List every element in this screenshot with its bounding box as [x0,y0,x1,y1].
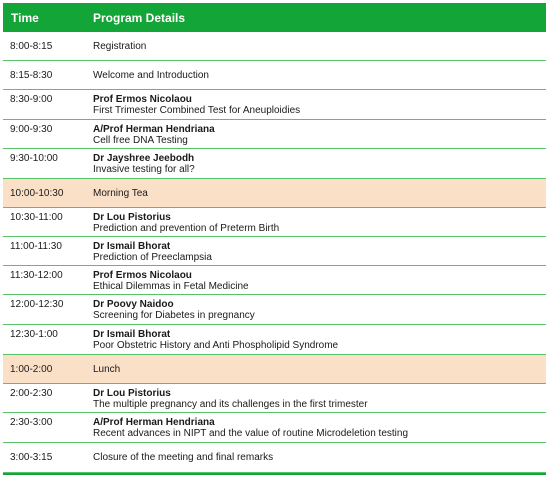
row-details [93,241,546,265]
row-details [93,41,546,52]
row-details [93,452,546,463]
row-time: 3:00-3:15 [10,452,53,463]
break-row [3,355,546,384]
row-details [93,124,546,148]
row-time: 10:30-11:00 [10,212,63,223]
speaker-name: Dr Ismail Bhorat [93,241,171,252]
session-topic: Screening for Diabetes in pregnancy [93,310,255,321]
table-row [3,266,546,295]
session-topic: Prediction of Preeclampsia [93,252,212,263]
schedule-rows [3,32,546,473]
row-time: 8:30-9:00 [10,94,53,105]
row-time: 12:30-1:00 [10,329,58,340]
row-time: 10:00-10:30 [10,187,64,199]
session-topic: Poor Obstetric History and Anti Phospholipid Syndrome [93,340,339,351]
speaker-name: Prof Ermos Nicolaou [93,270,192,281]
table-row [3,208,546,237]
speaker-name: Dr Lou Pistorius [93,212,171,223]
session-topic: Prediction and prevention of Preterm Birth [93,223,280,234]
row-details [93,188,546,199]
row-time: 11:30-12:00 [10,270,63,281]
table-row [3,149,546,179]
session-topic: Closure of the meeting and final remarks [93,452,274,463]
row-details [93,364,546,375]
table-row [3,90,546,120]
session-topic: Invasive testing for all? [93,164,195,175]
row-time: 12:00-12:30 [10,299,64,310]
header-time: Time [11,10,39,25]
session-topic: Registration [93,40,147,52]
speaker-name: Dr Jayshree Jeebodh [93,153,195,164]
row-time: 2:30-3:00 [10,417,53,428]
row-details [93,212,546,236]
row-details [93,299,546,324]
table-row [3,384,546,413]
table-header [3,3,546,32]
session-topic: Cell free DNA Testing [93,135,188,146]
session-topic: First Trimester Combined Test for Aneuploidies [93,105,301,116]
header-program-details: Program Details [93,10,186,25]
row-time: 9:30-10:00 [10,153,58,164]
session-topic: Ethical Dilemmas in Fetal Medicine [93,281,249,292]
speaker-name: A/Prof Herman Hendriana [93,417,215,428]
row-time: 2:00-2:30 [10,388,53,399]
break-row [3,179,546,208]
row-details [93,417,546,442]
speaker-name: A/Prof Herman Hendriana [93,124,215,135]
row-time: 11:00-11:30 [10,241,62,252]
table-row [3,32,546,61]
row-details [93,388,546,412]
session-topic: Welcome and Introduction [93,69,209,81]
session-topic: Recent advances in NIPT and the value of routine Microdeletion testing [93,428,408,439]
table-row [3,237,546,266]
row-details [93,153,546,178]
session-topic: The multiple pregnancy and its challenges in the first trimester [93,399,368,410]
table-row [3,61,546,90]
row-time: 8:15-8:30 [10,69,53,81]
table-row [3,120,546,149]
session-topic: Morning Tea [93,187,148,199]
table-row [3,413,546,443]
row-time: 1:00-2:00 [10,363,53,375]
table-bottom-rule [3,473,546,475]
program-schedule-table [3,3,546,473]
speaker-name: Prof Ermos Nicolaou [93,94,192,105]
table-row [3,443,546,473]
speaker-name: Dr Lou Pistorius [93,388,171,399]
row-details [93,270,546,294]
row-details [93,70,546,81]
row-details [93,329,546,354]
table-row [3,325,546,355]
session-topic: Lunch [93,363,121,375]
row-details [93,94,546,119]
table-row [3,295,546,325]
row-time: 8:00-8:15 [10,40,53,52]
speaker-name: Dr Poovy Naidoo [93,299,174,310]
row-time: 9:00-9:30 [10,124,53,135]
speaker-name: Dr Ismail Bhorat [93,329,171,340]
